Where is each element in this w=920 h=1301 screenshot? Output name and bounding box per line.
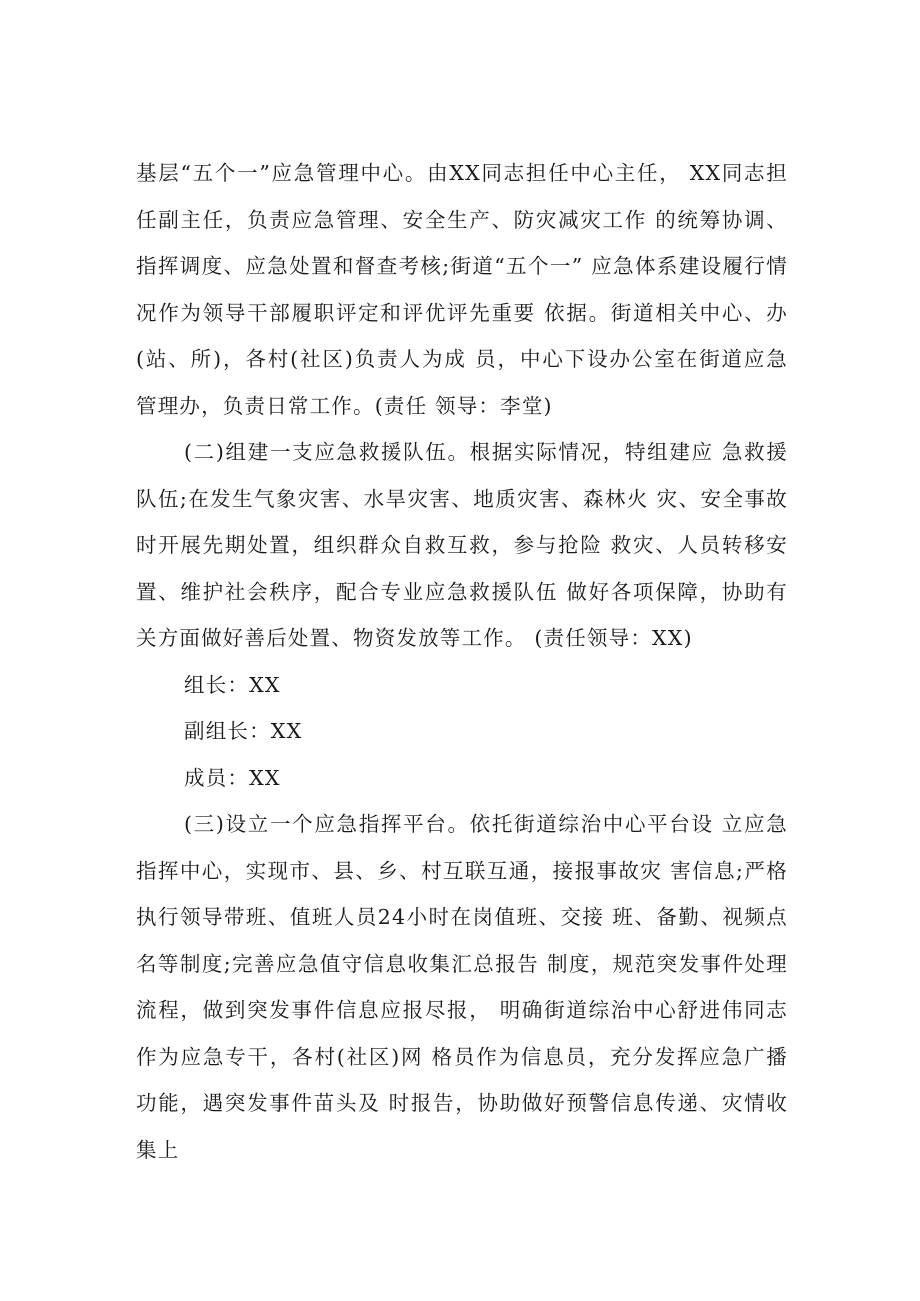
member-deputy-leader: 副组长：XX xyxy=(184,719,303,743)
paragraph-emergency-center: 基层“五个一”应急管理中心。由XX同志担任中心主任， XX同志担任副主任，负责应急管理、安全生产、防灾减灾工作 的统筹协调、指挥调度、应急处置和督查考核;街道“五个一” 应急体系建设履行情况作为领导干部履职评定和评优评先重要 依据。街道相关中心、办(站、所)，各村(社区)负责人为成 员，中心下设办公室在街道应急管理办，负责日常工作。(责任 领导：李堂) xyxy=(136,161,788,418)
paragraph-rescue-team: (二)组建一支应急救援队伍。根据实际情况，特组建应 急救援队伍;在发生气象灾害、水旱灾害、地质灾害、森林火 灾、安全事故时开展先期处置，组织群众自救互救，参与抢险 救灾、人员转移安置、维护社会秩序，配合专业应急救援队伍 做好各项保障，协助有关方面做好善后处置、物资发放等工作。 (责任领导：XX) xyxy=(136,440,788,650)
member-team-leader: 组长：XX xyxy=(184,672,281,697)
member-team-members: 成员：XX xyxy=(184,765,281,790)
paragraph-command-platform: (三)设立一个应急指挥平台。依托街道综治中心平台设 立应急指挥中心，实现市、县、乡、村互联互通，接报事故灾 害信息;严格执行领导带班、值班人员24小时在岗值班、交接 班、备勤、视频点名等制度;完善应急值守信息收集汇总报告 制度，规范突发事件处理流程，做到突发事件信息应报尽报， 明确街道综治中心舒进伟同志作为应急专干，各村(社区)网 格员作为信息员，充分发挥应急广播功能，遇突发事件苗头及 时报告，协助做好预警信息传递、灾情收集上 xyxy=(136,812,788,1162)
document-body xyxy=(136,150,788,1173)
